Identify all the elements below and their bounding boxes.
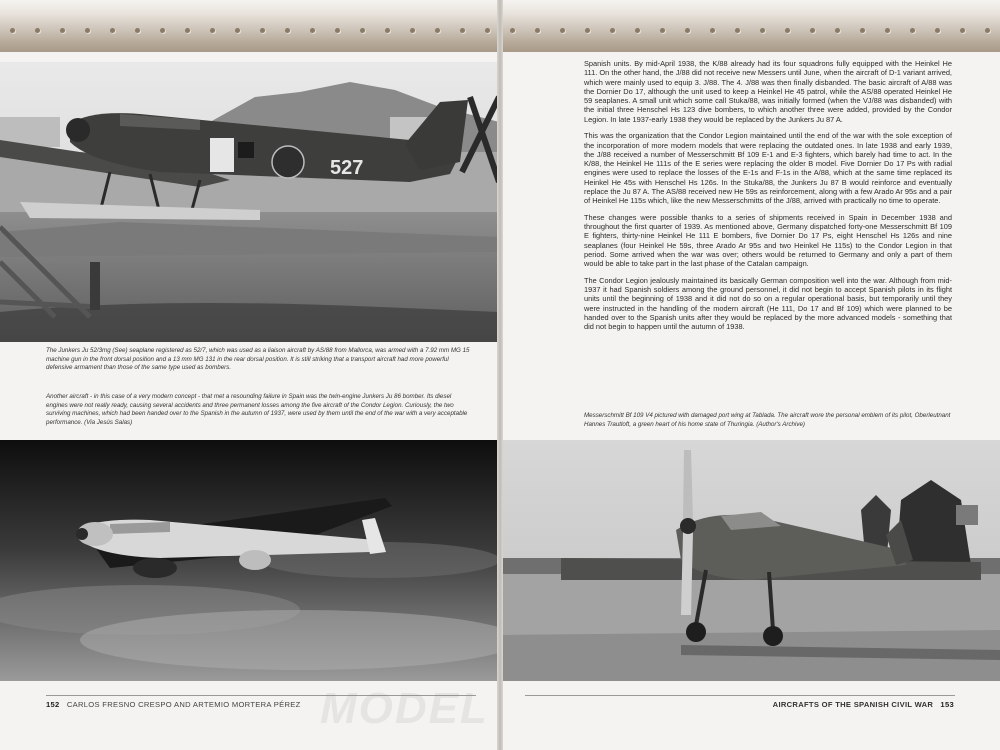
folio-left	[46, 700, 301, 709]
caption-ju86: Another aircraft - in this case of a very modern concept - that met a resounding failure in Spain was the twin-engine Junkers Ju 86 bomber. Its diesel engines were not really ready, causing several accidents and three permanent losses among the five aircraft of the Condor Legion. Curiously, the two surviving machines, which had been handed over to the Spanish in the autumn of 1937, were used by them until the end of the war with a very acceptable performance. (Via Jesús Salas)	[46, 393, 468, 426]
caption-bf109: Messerschmitt Bf 109 V4 pictured with damaged port wing at Tablada. The aircraft wore the personal emblem of its pilot, Oberleutnant Hannes Trautloft, a green heart of his home state of Thuringia. (Author's Archive)	[584, 412, 951, 428]
publisher-watermark: MODEL	[320, 684, 489, 733]
caption-seaplane: The Junkers Ju 52/3mg (See) seaplane registered as 52/7, which was used as a liaison aircraft by AS/88 from Mallorca, was armed with a 7.92 mm MG 15 machine gun in the front dorsal position and a 13 mm MG 131 in the rear dorsal position. It is still striking that a transport aircraft had more powerful defensive armament than those of the same type used as bombers.	[46, 347, 470, 372]
footer-rule-right	[525, 695, 955, 696]
running-head-right: AIRCRAFTS OF THE SPANISH CIVIL WAR	[772, 700, 934, 709]
ju86-bomber-photo	[0, 440, 499, 681]
paragraph: These changes were possible thanks to a series of shipments received in Spain in December 1938 and throughout the first quarter of 1939. As mentioned above, Germany dispatched forty-one Messerschmitt Bf 109 E fighters, thirty-nine Heinkel He 111 E bombers, five Dornier Do 17 Ps, eight Henschel Hs 126s and nine seaplanes (four Heinkel He 59s, three Arado Ar 95s and two Heinkel He 115s) to the Condor Legion in that period. Some arrived when the war was over; others would be returned to Germany and only a part of them would be able to take part in the last phase of the Catalan campaign.	[584, 212, 952, 269]
folio-right	[773, 700, 954, 709]
paragraph: This was the organization that the Condor Legion maintained until the end of the war with the sole exception of the incorporation of more modern models that were replacing the outdated ones. In late 1938 and early 1939, the J/88 received a number of Messerschmitt Bf 109 E-1 and E-3 fighters, which barely had time to act. In the K/88, the Heinkel He 111s of the E series were replacing the older B model. Five Dornier Do 17 Ps with radial engines were used to replace the losses of the E-1s and F-1s in the A/88, which at the same time replaced its Heinkel He 45s with Henschel Hs 126s. In the Stuka/88, the Junkers Ju 87 B would reinforce and eventually replace the Ju 87 A. The AS/88 received new He 59s as reinforcement, along with a few Arado Ar 95s and a pair of Heinkel He 115s which, like the new Messerschmitts of the J/88, arrived with practically no time to operate.	[584, 131, 952, 206]
page-number: 153	[940, 700, 954, 709]
running-head-left: CARLOS FRESNO CRESPO AND ARTEMIO MORTERA PÉREZ	[66, 700, 301, 709]
registration-number: 527	[330, 157, 364, 179]
bf109-photo	[501, 440, 1000, 681]
book-gutter	[497, 0, 503, 750]
paragraph: Spanish units. By mid-April 1938, the K/88 already had its four squadrons fully equipped with the Heinkel He 111. On the other hand, the J/88 did not receive new Messers until June, when the aircraft of D-1 variant arrived, which were mainly used to equip 3. J/88. The 4. J/88 was then finally disbanded. The basic aircraft of A/88 was the Dornier Do 17, although the unit used to keep a Heinkel He 45 patrol, while the AS/88 operated Heinkel He 59 seaplanes. A small unit which some call Stuka/88, was initially formed (when the VJ/88 was disbanded) with the initial three Henschel Hs 123 dive bombers, to which another three were added, provided by the Condor Legion. In late 1937-early 1938 they would be replaced by the Junkers Ju 87 A.	[584, 59, 952, 124]
article-body	[584, 59, 952, 339]
seaplane-photo	[0, 62, 499, 342]
page-number: 152	[46, 700, 60, 709]
paragraph: The Condor Legion jealously maintained its basically German composition well into the war. Although from mid-1937 it had Spanish soldiers among the ground personnel, it did not begin to accept Spanish pilots in its flight units until the beginning of 1938 and it did not do so on a regular operational basis, but temporarily until they were instructed in the handling of the modern aircraft (He 111, Do 17 and Bf 109) which were planned to be handed over to the Spanish units after they would be replaced by the more advanced models - something that did not begin to happen until the autumn of 1938.	[584, 275, 952, 332]
